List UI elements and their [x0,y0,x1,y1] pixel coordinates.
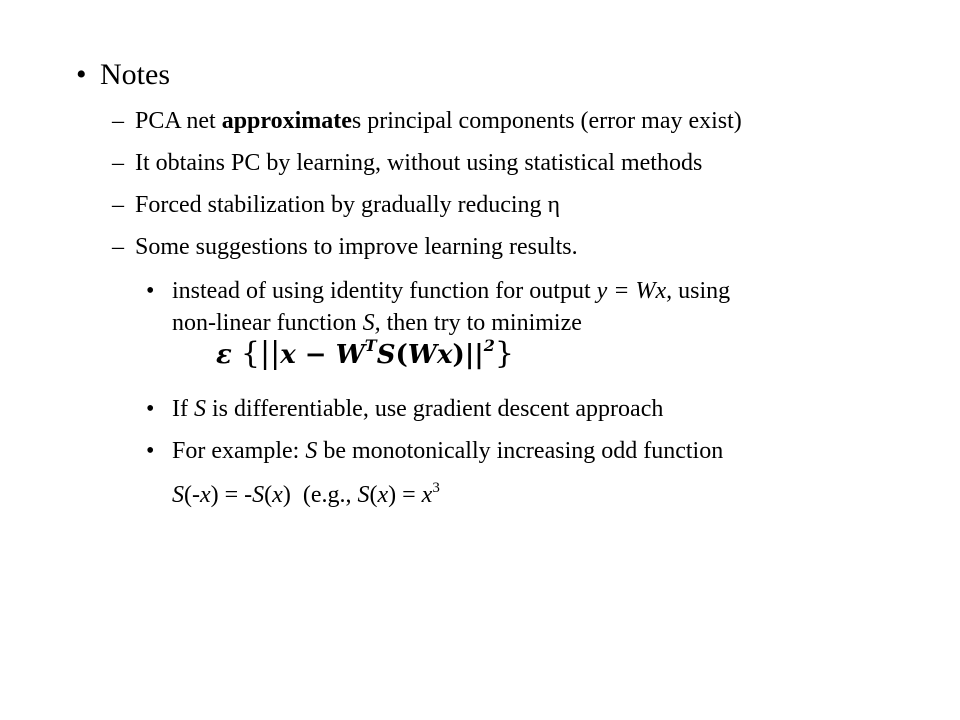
sub-identity-line2: non-linear function S, then try to minimize [172,310,582,336]
sub-differentiable: If S is differentiable, use gradient descent approach [172,396,664,422]
heading-bullet: • [76,58,87,91]
item-dash: – [112,150,124,176]
sub-bullet: • [146,396,155,422]
item-stabilization: Forced stabilization by gradually reducing η [135,192,561,218]
item-dash: – [112,108,124,134]
sub-identity-line1: instead of using identity function for output y = Wx, using [172,278,731,304]
item-learning: It obtains PC by learning, without using statistical methods [135,150,703,176]
sub-example: For example: S be monotonically increasing odd function [172,438,724,464]
item-dash: – [112,192,124,218]
objective-formula: ε $\{||x - W^TS(Wx)||^2\}$ [216,336,514,371]
heading-title: Notes [100,58,170,91]
sub-odd-function: S(-x) = -S(x) (e.g., $S(x) = x^3$ [172,480,440,508]
sub-bullet: • [146,278,155,304]
sub-bullet: • [146,438,155,464]
item-dash: – [112,234,124,260]
item-pca-approximates: PCA net approximates principal components (error may exist) [135,108,742,134]
item-suggestions: Some suggestions to improve learning results. [135,234,578,260]
